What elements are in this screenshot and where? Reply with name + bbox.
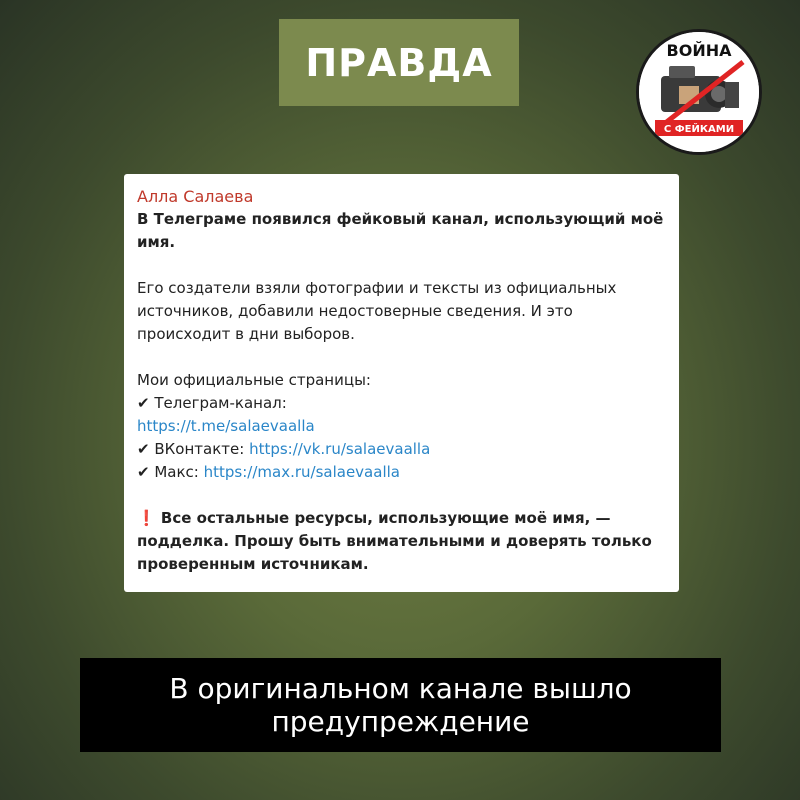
check-icon: ✔ — [137, 463, 150, 481]
max-entry — [137, 461, 669, 484]
war-with-fakes-logo — [636, 29, 762, 155]
vk-link[interactable]: https://vk.ru/salaevaalla — [249, 440, 431, 458]
vk-label: ВКонтакте: — [154, 440, 245, 458]
post-headline: В Телеграме появился фейковый канал, использующий моё имя. — [137, 210, 664, 251]
verdict-label: ПРАВДА — [305, 40, 493, 85]
exclamation-icon: ❗ — [137, 509, 156, 527]
verdict-badge — [279, 19, 519, 106]
check-icon: ✔ — [137, 394, 150, 412]
caption-banner — [80, 658, 721, 752]
logo-top-text: ВОЙНА — [666, 41, 732, 60]
warning-message: Все остальные ресурсы, использующие моё имя, — подделка. Прошу быть внимательными и доверять только проверенным источникам. — [137, 509, 652, 573]
caption-line-2: предупреждение — [271, 705, 530, 738]
warning-text — [137, 507, 669, 576]
max-link[interactable]: https://max.ru/salaevaalla — [203, 463, 400, 481]
vk-entry — [137, 438, 669, 461]
telegram-link[interactable]: https://t.me/salaevaalla — [137, 417, 315, 435]
logo-bottom-text: С ФЕЙКАМИ — [663, 124, 735, 135]
telegram-entry — [137, 392, 669, 415]
post-author[interactable]: Алла Салаева — [137, 187, 254, 206]
caption-line-1: В оригинальном канале вышло — [169, 672, 632, 705]
check-icon: ✔ — [137, 440, 150, 458]
telegram-label: Телеграм-канал: — [154, 394, 287, 412]
post-body: Его создатели взяли фотографии и тексты из официальных источников, добавили недостоверные сведения. И это происходит в дни выборов. — [137, 279, 617, 343]
video-camera-crossed-icon — [639, 32, 759, 152]
max-label: Макс: — [154, 463, 199, 481]
telegram-post-screenshot — [124, 174, 679, 592]
official-pages-title: Мои официальные страницы: — [137, 371, 371, 389]
